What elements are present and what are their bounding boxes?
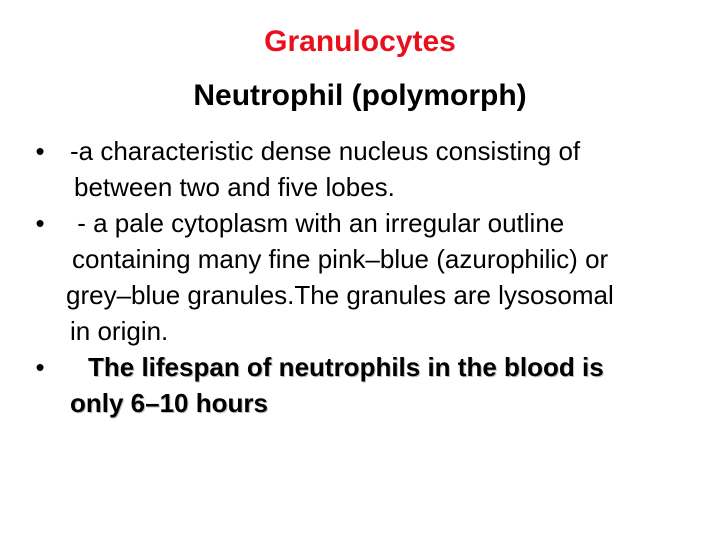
- slide-title: Granulocytes: [264, 25, 456, 58]
- bullet-text: [70, 133, 698, 205]
- bullet-text: [66, 205, 698, 349]
- bullet-icon: •: [35, 136, 45, 166]
- bullet-text: [70, 349, 698, 421]
- bullet-line: The lifespan of neutrophils in the blood is: [88, 352, 604, 382]
- bullet-line: containing many fine pink–blue (azurophilic) or: [72, 244, 609, 274]
- bullet-line: in origin.: [70, 316, 169, 346]
- bullet-line: - a pale cytoplasm with an irregular outline: [70, 208, 565, 238]
- bullet-icon: •: [35, 208, 45, 238]
- bullet-item: [28, 205, 698, 349]
- bullet-item: [28, 349, 698, 421]
- slide-subtitle: Neutrophil (polymorph): [193, 79, 527, 112]
- bullet-item: [28, 133, 698, 205]
- bullet-line: grey–blue granules.The granules are lysosomal: [66, 280, 614, 310]
- bullet-line: between two and five lobes.: [74, 172, 395, 202]
- bullet-list: [28, 133, 698, 421]
- bullet-icon: •: [35, 352, 45, 382]
- bullet-line: -a characteristic dense nucleus consisting of: [70, 136, 581, 166]
- bullet-line: only 6–10 hours: [70, 388, 268, 418]
